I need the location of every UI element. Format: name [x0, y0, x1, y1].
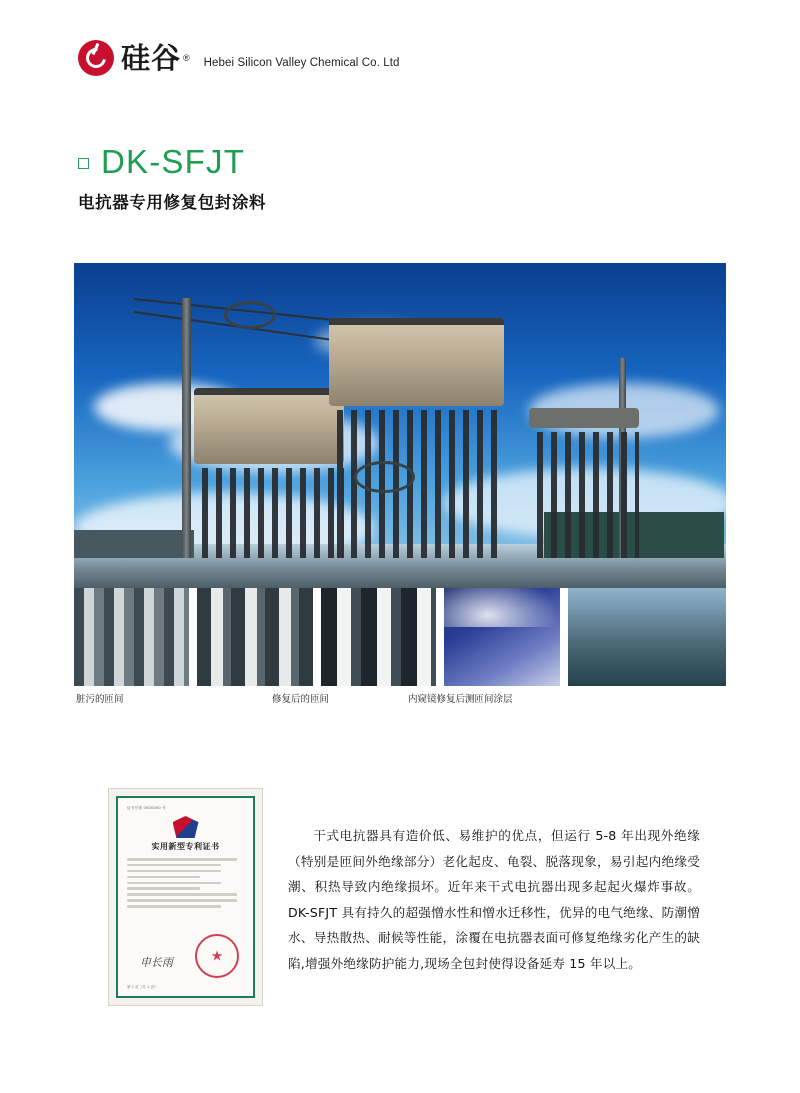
silicon-valley-logo-icon	[78, 40, 114, 76]
certificate-signature: 申长雨	[140, 956, 173, 969]
certificate-body-line	[127, 893, 237, 896]
hero-photo	[74, 263, 726, 588]
square-bullet-icon	[78, 158, 89, 169]
patent-emblem-icon	[173, 816, 199, 838]
certificate-footer-note: 第 1 页（共 1 页）	[127, 985, 158, 989]
product-title-block	[78, 145, 266, 213]
company-logo	[78, 40, 400, 76]
reactor-drum	[529, 408, 639, 428]
insulator-ring	[224, 301, 276, 329]
certificate-body-line	[127, 899, 237, 902]
certificate-field-line	[127, 887, 200, 890]
official-seal-icon	[195, 934, 239, 978]
reactor-drum	[194, 388, 344, 464]
reactor-drum	[329, 318, 504, 406]
registered-trademark-icon: ®	[183, 53, 190, 64]
certificate-title: 实用新型专利证书	[151, 842, 220, 851]
certificate-number: 证书号第 0000000 号	[127, 806, 167, 810]
patent-certificate-image	[108, 788, 263, 1006]
certificate-field-line	[127, 858, 237, 861]
company-english-name: Hebei Silicon Valley Chemical Co. Ltd	[203, 56, 400, 69]
thumbnail-dirty-interlayer	[74, 588, 189, 686]
background-building	[74, 530, 194, 558]
thumbnail-endoscope-coating	[321, 588, 436, 686]
reactor-tower	[194, 388, 344, 558]
caption-endoscope-coating: 内窥镜修复后测匝间涂层	[408, 694, 513, 705]
certificate-field-line	[127, 864, 221, 867]
reactor-tower	[329, 318, 504, 558]
thumbnail-coating-closeup	[444, 588, 559, 686]
thumbnail-site-photo	[568, 588, 726, 686]
certificate-body-line	[127, 905, 221, 908]
thumbnail-row	[74, 588, 726, 686]
caption-dirty-interlayer: 脏污的匝间	[76, 694, 124, 705]
product-code: DK-SFJT	[101, 143, 246, 180]
thumbnail-repaired-interlayer	[197, 588, 312, 686]
reactor-legs	[194, 468, 344, 558]
certificate-field-line	[127, 876, 200, 879]
reactor-legs	[529, 432, 639, 558]
product-subtitle: 电抗器专用修复包封涂料	[78, 193, 267, 212]
utility-pole	[182, 298, 191, 558]
certificate-frame	[116, 796, 255, 998]
logo-chinese-name: 硅谷	[121, 40, 182, 75]
certificate-field-line	[127, 882, 221, 885]
reactor-legs	[329, 410, 504, 558]
thumbnail-captions	[74, 691, 726, 709]
caption-repaired-interlayer: 修复后的匝间	[272, 694, 330, 705]
insulator-ring	[354, 461, 415, 493]
page-header	[0, 0, 800, 110]
certificate-field-line	[127, 870, 221, 873]
logo-text	[121, 40, 190, 75]
product-description-paragraph: 干式电抗器具有造价低、易维护的优点，但运行 5-8 年出现外绝缘（特别是匝间外绝缘部分）老化起皮、龟裂、脱落现象，易引起内绝缘受潮、积热导致内绝缘损坏。近年来干式电抗器出现多起起火爆炸事故。DK-SFJT 具有持久的超强憎水性和憎水迁移性，优异的电气绝缘、防潮憎水、导热散热、耐候等性能，涂覆在电抗器表面可修复绝缘劣化产生的缺陷,增强外绝缘防护能力,现场全包封使得设备延寿 15 年以上。	[288, 828, 700, 971]
product-title-row	[78, 145, 266, 178]
reactor-tower	[529, 408, 639, 558]
